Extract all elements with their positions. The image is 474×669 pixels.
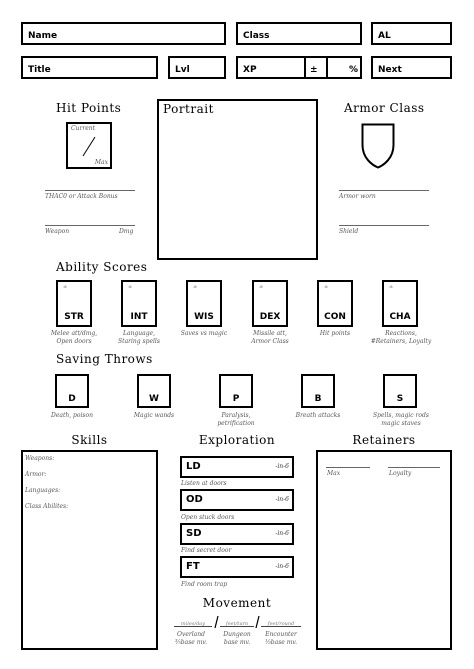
movement-dungeon-note: base mv. [223,639,251,646]
next-label: Next [378,65,402,75]
exploration-open-doors-suffix: -in-6 [275,496,289,503]
hp-current-label: Current [71,125,96,132]
save-note-death: Death, poison [51,412,93,419]
class-field[interactable] [236,22,362,45]
save-label-wands: W [149,394,159,404]
movement-heading: Movement [202,596,272,610]
save-note-spells: Spells, magic rods magic staves [373,412,429,427]
ability-label-dex: DEX [259,312,281,322]
next-level-field[interactable] [371,56,452,79]
level-field[interactable] [168,56,226,79]
level-label: Lvl [175,65,190,75]
movement-dungeon-label: Dungeon [223,631,251,638]
ability-modifier-mark: ± [128,284,133,290]
movement-overland-note: ⅗base mv. [174,639,208,646]
shield-icon[interactable] [361,123,395,169]
hp-max-label: Max [94,159,108,166]
save-label-spells: S [396,394,404,404]
exploration-room-trap-code: FT [186,561,200,572]
portrait-heading: Portrait [163,102,214,116]
ability-scores-heading: Ability Scores [56,260,148,274]
weapon-line[interactable] [45,225,135,226]
alignment-label: AL [378,31,391,41]
ability-label-wis: WIS [194,312,214,322]
exploration-secret-door-suffix: -in-6 [275,530,289,537]
ability-note-con: Hit points [319,330,351,337]
title-field[interactable] [21,56,158,79]
exploration-listen-suffix: -in-6 [275,463,289,470]
weapon-label: Weapon [45,228,70,235]
save-box-breath[interactable] [301,374,335,408]
ability-note-int: Language, Staring spells [118,330,160,345]
xp-label: XP [243,65,257,75]
ability-box-int[interactable] [121,280,157,327]
armor-class-heading: Armor Class [344,101,425,115]
save-box-death[interactable] [55,374,89,408]
movement-overland-unit: miles/day [180,621,206,627]
movement-dungeon-unit: feet/turn [225,621,249,627]
shield-line[interactable] [339,225,429,226]
save-label-breath: B [314,394,322,404]
exploration-listen-box[interactable] [180,456,294,478]
exploration-secret-door-code: SD [186,528,202,539]
retainers-box[interactable] [316,450,452,650]
skills-armor-label: Armor: [25,471,47,478]
skills-class-abilities-label: Class Abilites: [25,503,69,510]
ability-box-wis[interactable] [186,280,222,327]
exploration-listen-note: Listen at doors [181,480,227,487]
movement-encounter-note: ⅓base mv. [264,639,298,646]
exploration-secret-door-note: Find secret door [181,547,232,554]
hit-points-box[interactable] [66,122,112,169]
xp-bonus-sign: ± [310,65,318,75]
save-box-spells[interactable] [383,374,417,408]
retainers-max-line[interactable] [326,467,370,468]
ability-box-dex[interactable] [252,280,288,327]
ability-label-con: CON [324,312,346,322]
ability-box-cha[interactable] [382,280,418,327]
save-note-breath: Breath attacks [295,412,341,419]
ability-modifier-mark: ± [324,284,329,290]
ability-label-cha: CHA [389,312,411,322]
exploration-room-trap-box[interactable] [180,556,294,578]
name-field[interactable] [21,22,226,45]
ability-box-str[interactable] [56,280,92,327]
save-box-paralysis[interactable] [219,374,253,408]
exploration-heading: Exploration [198,433,276,447]
xp-percent: % [349,65,359,75]
ability-note-cha: Reactions, #Retainers, Loyalty [370,330,432,345]
ability-label-int: INT [130,312,148,322]
damage-label: Dmg [119,228,134,235]
exploration-listen-code: LD [186,461,201,472]
save-note-wands: Magic wands [133,412,175,419]
retainers-loyalty-label: Loyalty [389,470,412,477]
exploration-open-doors-code: OD [186,494,203,505]
skills-languages-label: Languages: [25,487,61,494]
armor-worn-label: Armor worn [339,193,376,200]
retainers-loyalty-line[interactable] [388,467,440,468]
title-label: Title [28,65,51,75]
exploration-room-trap-suffix: -in-6 [275,563,289,570]
movement-overland-label: Overland [177,631,205,638]
ability-note-str: Melee att/dmg, Open doors [50,330,98,345]
ability-label-str: STR [64,312,84,322]
retainers-max-label: Max [327,470,341,477]
hit-points-heading: Hit Points [56,101,122,115]
skills-weapons-label: Weapons: [25,455,55,462]
thac0-line[interactable] [45,190,135,191]
save-label-paralysis: P [232,394,240,404]
ability-box-con[interactable] [317,280,353,327]
ability-modifier-mark: ± [259,284,264,290]
saving-throws-heading: Saving Throws [56,352,153,366]
movement-encounter-label: Encounter [265,631,297,638]
exploration-room-trap-note: Find room trap [181,581,228,588]
retainers-heading: Retainers [352,433,416,447]
exploration-secret-door-box[interactable] [180,523,294,545]
xp-field[interactable] [236,56,362,79]
exploration-open-doors-note: Open stuck doors [181,514,235,521]
name-label: Name [28,31,58,41]
ability-modifier-mark: ± [193,284,198,290]
shield-label: Shield [339,228,359,235]
xp-divider [304,58,306,77]
skills-box[interactable] [21,450,158,650]
save-note-paralysis: Paralysis, petrification [217,412,255,427]
skills-heading: Skills [71,433,108,447]
xp-divider-2 [326,58,328,77]
movement-encounter-unit: feet/round [267,621,295,627]
thac0-label: THAC0 or Attack Bonus [45,193,118,200]
ability-modifier-mark: ± [63,284,68,290]
alignment-field[interactable] [371,22,452,45]
ability-note-wis: Saves vs magic [180,330,228,337]
armor-worn-line[interactable] [339,190,429,191]
ability-modifier-mark: ± [389,284,394,290]
portrait-box[interactable] [157,99,318,260]
save-box-wands[interactable] [137,374,171,408]
class-label: Class [243,31,270,41]
ability-note-dex: Missile att, Armor Class [251,330,289,345]
exploration-open-doors-box[interactable] [180,489,294,511]
movement-section [170,614,304,654]
save-label-death: D [68,394,76,404]
